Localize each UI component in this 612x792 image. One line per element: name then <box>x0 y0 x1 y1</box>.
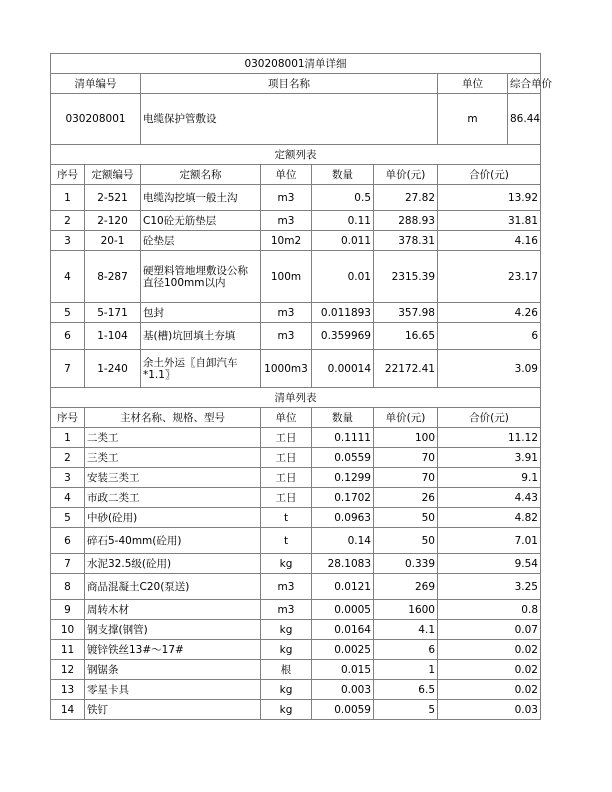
material-row <box>51 448 541 468</box>
quota-price: 22172.41 <box>374 350 438 388</box>
material-total: 4.82 <box>438 508 541 528</box>
quota-unit: 10m2 <box>261 231 312 251</box>
material-unit: kg <box>261 554 312 574</box>
quota-name: 基(槽)坑回填土夯填 <box>141 323 261 350</box>
quota-code: 2-120 <box>85 211 141 231</box>
bill-row <box>51 94 541 145</box>
quota-header-unit: 单位 <box>261 165 312 185</box>
material-row <box>51 428 541 448</box>
material-price: 100 <box>374 428 438 448</box>
bill-header-row <box>51 74 541 94</box>
material-no: 4 <box>51 488 85 508</box>
material-unit: kg <box>261 640 312 660</box>
material-price: 6.5 <box>374 680 438 700</box>
material-unit: kg <box>261 700 312 720</box>
quota-price: 357.98 <box>374 303 438 323</box>
quota-header-no: 序号 <box>51 165 85 185</box>
quota-qty: 0.359969 <box>312 323 374 350</box>
quota-qty: 0.011 <box>312 231 374 251</box>
material-no: 12 <box>51 660 85 680</box>
material-row <box>51 508 541 528</box>
quota-code: 5-171 <box>85 303 141 323</box>
quota-qty: 0.11 <box>312 211 374 231</box>
material-name: 水泥32.5级(砼用) <box>85 554 261 574</box>
quota-qty: 0.011893 <box>312 303 374 323</box>
material-name: 钢支撑(钢管) <box>85 620 261 640</box>
material-no: 10 <box>51 620 85 640</box>
material-row <box>51 528 541 554</box>
quota-header-code: 定额编号 <box>85 165 141 185</box>
material-name: 铁钉 <box>85 700 261 720</box>
quota-header-name: 定额名称 <box>141 165 261 185</box>
material-header-price: 单价(元) <box>374 408 438 428</box>
material-name: 钢锯条 <box>85 660 261 680</box>
quota-name: 包封 <box>141 303 261 323</box>
material-price: 5 <box>374 700 438 720</box>
material-price: 70 <box>374 468 438 488</box>
quota-code: 1-240 <box>85 350 141 388</box>
quota-no: 5 <box>51 303 85 323</box>
bill-price: 86.44 <box>508 94 541 145</box>
material-unit: kg <box>261 680 312 700</box>
quota-code: 2-521 <box>85 185 141 211</box>
material-no: 3 <box>51 468 85 488</box>
quota-no: 2 <box>51 211 85 231</box>
material-price: 50 <box>374 528 438 554</box>
material-no: 11 <box>51 640 85 660</box>
material-row <box>51 488 541 508</box>
quota-name: 余土外运〖自卸汽车*1.1〗 <box>141 350 261 388</box>
quota-code: 8-287 <box>85 251 141 303</box>
quota-section-title: 定额列表 <box>51 145 541 165</box>
quota-unit: 1000m3 <box>261 350 312 388</box>
material-qty: 0.0559 <box>312 448 374 468</box>
material-no: 7 <box>51 554 85 574</box>
material-qty: 0.0164 <box>312 620 374 640</box>
quota-no: 7 <box>51 350 85 388</box>
quota-code: 1-104 <box>85 323 141 350</box>
quota-name: 电缆沟挖填一般土沟 <box>141 185 261 211</box>
material-price: 269 <box>374 574 438 600</box>
material-name: 中砂(砼用) <box>85 508 261 528</box>
material-name: 商品混凝土C20(泵送) <box>85 574 261 600</box>
material-price: 1600 <box>374 600 438 620</box>
quota-qty: 0.01 <box>312 251 374 303</box>
material-row <box>51 468 541 488</box>
material-total: 0.8 <box>438 600 541 620</box>
material-no: 14 <box>51 700 85 720</box>
material-name: 零星卡具 <box>85 680 261 700</box>
material-no: 9 <box>51 600 85 620</box>
material-unit: kg <box>261 620 312 640</box>
material-qty: 0.0963 <box>312 508 374 528</box>
material-name: 周转木材 <box>85 600 261 620</box>
material-total: 11.12 <box>438 428 541 448</box>
material-price: 4.1 <box>374 620 438 640</box>
quota-code: 20-1 <box>85 231 141 251</box>
material-price: 26 <box>374 488 438 508</box>
material-unit: t <box>261 528 312 554</box>
material-price: 50 <box>374 508 438 528</box>
quota-price: 27.82 <box>374 185 438 211</box>
quota-header-total: 合价(元) <box>438 165 541 185</box>
material-qty: 0.003 <box>312 680 374 700</box>
material-unit: 根 <box>261 660 312 680</box>
material-unit: m3 <box>261 600 312 620</box>
quota-row <box>51 303 541 323</box>
material-unit: 工日 <box>261 468 312 488</box>
material-qty: 0.1111 <box>312 428 374 448</box>
table-title: 030208001清单详细 <box>51 54 541 74</box>
material-row <box>51 660 541 680</box>
material-row <box>51 640 541 660</box>
material-header-no: 序号 <box>51 408 85 428</box>
material-header-name: 主材名称、规格、型号 <box>85 408 261 428</box>
bill-name: 电缆保护管敷设 <box>141 94 438 145</box>
quota-price: 2315.39 <box>374 251 438 303</box>
material-header-qty: 数量 <box>312 408 374 428</box>
material-header-total: 合价(元) <box>438 408 541 428</box>
quota-total: 23.17 <box>438 251 541 303</box>
quota-price: 16.65 <box>374 323 438 350</box>
quota-name: 硬塑料管地埋敷设公称直径100mm以内 <box>141 251 261 303</box>
material-qty: 0.0025 <box>312 640 374 660</box>
material-name: 镀锌铁丝13#～17# <box>85 640 261 660</box>
quota-total: 4.26 <box>438 303 541 323</box>
material-unit: t <box>261 508 312 528</box>
material-qty: 0.1702 <box>312 488 374 508</box>
material-header-unit: 单位 <box>261 408 312 428</box>
material-no: 2 <box>51 448 85 468</box>
material-qty: 0.1299 <box>312 468 374 488</box>
quota-qty: 0.5 <box>312 185 374 211</box>
quota-row <box>51 185 541 211</box>
bill-header-price: 综合单价 <box>508 74 541 94</box>
material-no: 1 <box>51 428 85 448</box>
bill-header-name: 项目名称 <box>141 74 438 94</box>
material-total: 0.03 <box>438 700 541 720</box>
material-no: 13 <box>51 680 85 700</box>
material-total: 7.01 <box>438 528 541 554</box>
quota-section-row <box>51 145 541 165</box>
material-row <box>51 680 541 700</box>
material-no: 6 <box>51 528 85 554</box>
material-name: 安装三类工 <box>85 468 261 488</box>
material-row <box>51 574 541 600</box>
quota-no: 6 <box>51 323 85 350</box>
material-total: 3.91 <box>438 448 541 468</box>
material-total: 0.02 <box>438 640 541 660</box>
quota-row <box>51 231 541 251</box>
quota-row <box>51 350 541 388</box>
quota-header-row <box>51 165 541 185</box>
material-qty: 0.015 <box>312 660 374 680</box>
material-total: 9.1 <box>438 468 541 488</box>
material-total: 0.02 <box>438 660 541 680</box>
quota-header-price: 单价(元) <box>374 165 438 185</box>
bill-unit: m <box>438 94 508 145</box>
material-price: 1 <box>374 660 438 680</box>
material-unit: 工日 <box>261 488 312 508</box>
material-name: 市政二类工 <box>85 488 261 508</box>
bill-detail-table <box>50 53 552 720</box>
material-qty: 0.0005 <box>312 600 374 620</box>
material-no: 5 <box>51 508 85 528</box>
material-qty: 28.1083 <box>312 554 374 574</box>
quota-total: 31.81 <box>438 211 541 231</box>
material-price: 70 <box>374 448 438 468</box>
material-name: 二类工 <box>85 428 261 448</box>
quota-row <box>51 251 541 303</box>
material-unit: 工日 <box>261 428 312 448</box>
material-section-title: 清单列表 <box>51 388 541 408</box>
quota-row <box>51 211 541 231</box>
quota-total: 13.92 <box>438 185 541 211</box>
material-row <box>51 554 541 574</box>
quota-price: 288.93 <box>374 211 438 231</box>
quota-no: 3 <box>51 231 85 251</box>
material-name: 碎石5-40mm(砼用) <box>85 528 261 554</box>
quota-header-qty: 数量 <box>312 165 374 185</box>
quota-unit: m3 <box>261 303 312 323</box>
quota-total: 6 <box>438 323 541 350</box>
bill-header-code: 清单编号 <box>51 74 141 94</box>
material-no: 8 <box>51 574 85 600</box>
material-row <box>51 600 541 620</box>
quota-unit: m3 <box>261 211 312 231</box>
material-header-row <box>51 408 541 428</box>
quota-no: 4 <box>51 251 85 303</box>
material-total: 3.25 <box>438 574 541 600</box>
material-unit: 工日 <box>261 448 312 468</box>
quota-unit: 100m <box>261 251 312 303</box>
material-qty: 0.14 <box>312 528 374 554</box>
material-total: 0.02 <box>438 680 541 700</box>
material-total: 9.54 <box>438 554 541 574</box>
material-row <box>51 620 541 640</box>
quota-unit: m3 <box>261 185 312 211</box>
quota-unit: m3 <box>261 323 312 350</box>
material-row <box>51 700 541 720</box>
material-price: 0.339 <box>374 554 438 574</box>
quota-name: 砼垫层 <box>141 231 261 251</box>
quota-total: 3.09 <box>438 350 541 388</box>
quota-qty: 0.00014 <box>312 350 374 388</box>
material-unit: m3 <box>261 574 312 600</box>
quota-total: 4.16 <box>438 231 541 251</box>
material-name: 三类工 <box>85 448 261 468</box>
material-qty: 0.0059 <box>312 700 374 720</box>
title-row <box>51 54 541 74</box>
quota-price: 378.31 <box>374 231 438 251</box>
material-price: 6 <box>374 640 438 660</box>
material-total: 4.43 <box>438 488 541 508</box>
material-total: 0.07 <box>438 620 541 640</box>
bill-code: 030208001 <box>51 94 141 145</box>
quota-name: C10砼无筋垫层 <box>141 211 261 231</box>
material-section-row <box>51 388 541 408</box>
quota-row <box>51 323 541 350</box>
quota-no: 1 <box>51 185 85 211</box>
bill-header-unit: 单位 <box>438 74 508 94</box>
material-qty: 0.0121 <box>312 574 374 600</box>
